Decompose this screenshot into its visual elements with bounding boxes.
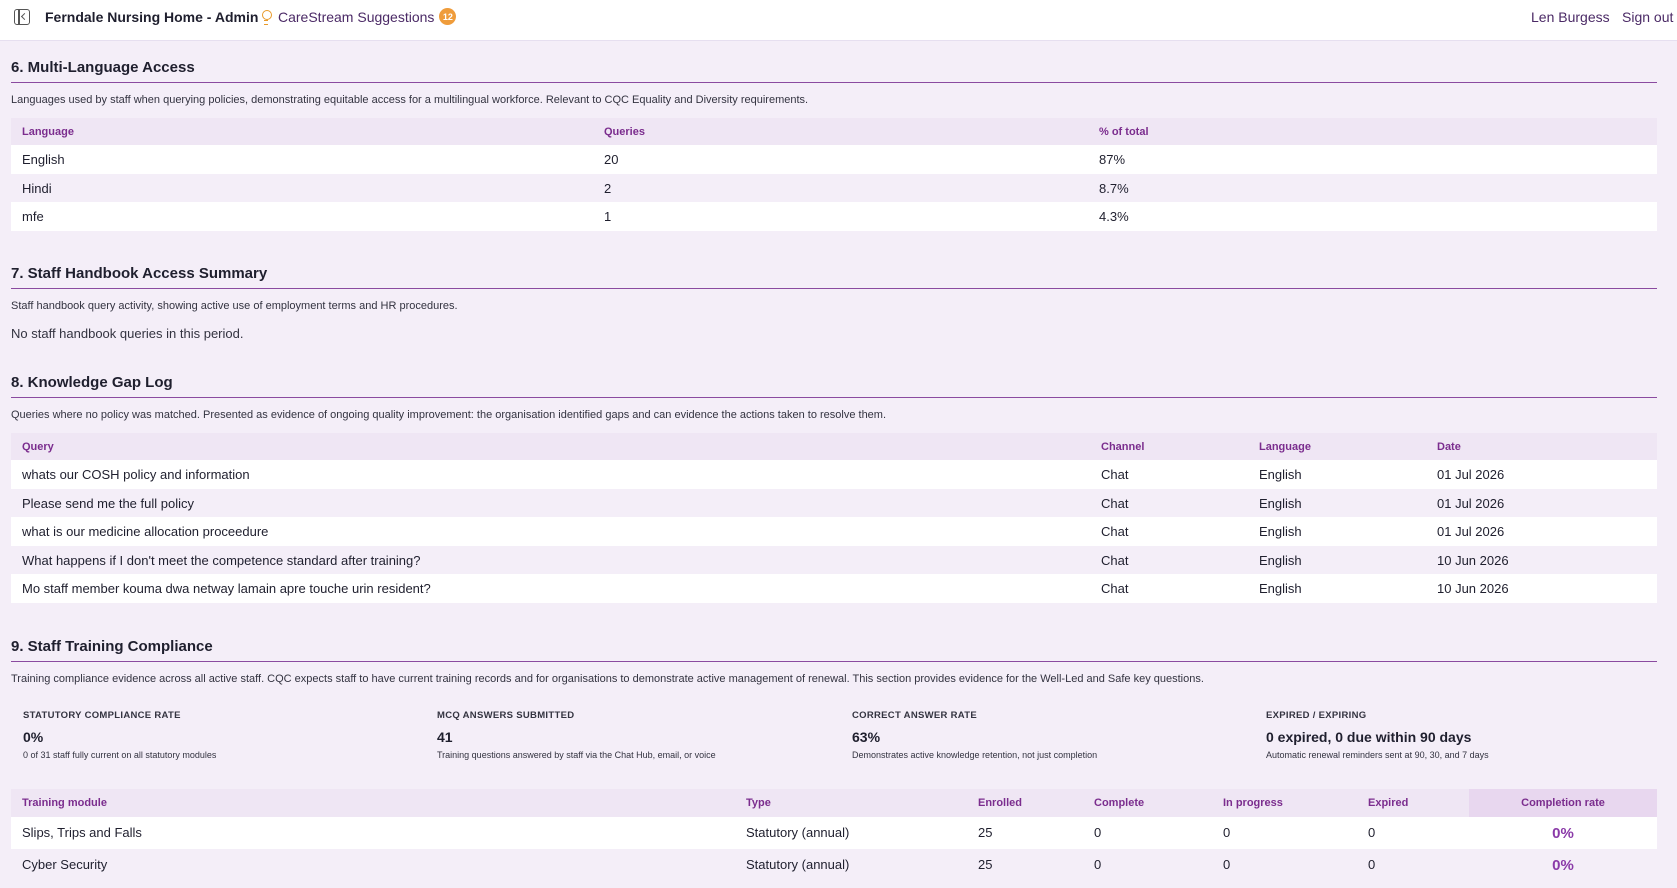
stat-label: EXPIRED / EXPIRING	[1266, 710, 1367, 721]
table-header	[11, 118, 1657, 145]
column-header-type[interactable]: Type	[746, 797, 771, 809]
stat-label: STATUTORY COMPLIANCE RATE	[23, 710, 181, 721]
cell-channel: Chat	[1101, 581, 1129, 596]
cell-language: mfe	[22, 209, 44, 224]
column-header-channel[interactable]: Channel	[1101, 441, 1145, 453]
cell-date: 01 Jul 2026	[1437, 495, 1505, 511]
cell-completion-rate: 0%	[1552, 825, 1574, 842]
cell-complete: 0	[1094, 857, 1102, 872]
stat-card	[1266, 710, 1489, 760]
cell-queries: 2	[604, 180, 612, 196]
stat-note: Demonstrates active knowledge retention, not just completion	[852, 750, 1098, 760]
table-row	[11, 546, 1657, 575]
carestream-suggestions-button[interactable]	[261, 8, 456, 25]
cell-percent: 87%	[1099, 152, 1126, 167]
section-divider	[11, 82, 1657, 83]
cell-training-module: Slips, Trips and Falls	[22, 825, 142, 840]
section-title-staff-handbook: 7. Staff Handbook Access Summary	[11, 265, 268, 282]
section-description: Staff handbook query activity, showing active use of employment terms and HR procedures.	[11, 300, 458, 312]
stat-value: 63%	[852, 729, 881, 745]
section-description: Queries where no policy was matched. Presented as evidence of ongoing quality improvement: the organisation identified gaps and can evidence the actions taken to resolve them.	[11, 409, 887, 421]
stat-note: 0 of 31 staff fully current on all statutory modules	[23, 750, 217, 760]
cell-queries: 1	[604, 209, 612, 224]
column-header-training-module[interactable]: Training module	[22, 797, 107, 809]
cell-language: English	[22, 152, 65, 167]
column-header-percent[interactable]: % of total	[1099, 126, 1149, 138]
cell-queries: 20	[604, 152, 619, 167]
table-row	[11, 174, 1657, 203]
stat-card	[23, 710, 216, 760]
table-row	[11, 574, 1657, 603]
column-header-complete[interactable]: Complete	[1094, 797, 1145, 809]
cell-query: what is our medicine allocation proceedure	[22, 524, 269, 539]
stat-value: 41	[437, 729, 453, 745]
table-row	[11, 145, 1657, 174]
cell-percent: 8.7%	[1099, 180, 1129, 196]
section-divider	[11, 661, 1657, 662]
table-row	[11, 817, 1657, 849]
sidebar-toggle-icon[interactable]	[14, 9, 30, 25]
cell-query: whats our COSH policy and information	[22, 467, 250, 482]
stat-value: 0 expired, 0 due within 90 days	[1266, 729, 1472, 745]
cell-language: English	[1259, 467, 1302, 482]
sign-out-link[interactable]: Sign out	[1622, 9, 1674, 25]
table-header	[11, 433, 1657, 460]
section-title-training-compliance: 9. Staff Training Compliance	[11, 638, 213, 655]
cell-query: Please send me the full policy	[22, 495, 194, 511]
section-title-multi-language: 6. Multi-Language Access	[11, 59, 195, 76]
app-title: Ferndale Nursing Home - Admin	[45, 9, 259, 25]
cell-expired: 0	[1368, 857, 1376, 872]
cell-language: English	[1259, 552, 1302, 568]
section-description: Languages used by staff when querying policies, demonstrating equitable access for a multilingual workforce. Relevant to CQC Equality and Diversity requirements.	[11, 94, 809, 106]
table-row	[11, 202, 1657, 231]
column-header-enrolled[interactable]: Enrolled	[978, 797, 1023, 809]
empty-state-message: No staff handbook queries in this period.	[11, 326, 244, 341]
cell-type: Statutory (annual)	[746, 857, 850, 872]
column-header-queries[interactable]: Queries	[604, 126, 645, 138]
cell-channel: Chat	[1101, 552, 1129, 568]
table-header	[11, 789, 1657, 817]
cell-channel: Chat	[1101, 495, 1129, 511]
column-header-completion-rate[interactable]: Completion rate	[1521, 797, 1605, 809]
column-header-language[interactable]: Language	[1259, 441, 1311, 453]
user-name-link[interactable]: Len Burgess	[1531, 9, 1610, 25]
table-row	[11, 849, 1657, 881]
stat-value: 0%	[23, 729, 44, 745]
table-row	[11, 460, 1657, 489]
cell-training-module: Cyber Security	[22, 857, 108, 872]
cell-date: 10 Jun 2026	[1437, 552, 1509, 568]
cell-enrolled: 25	[978, 825, 993, 840]
cell-channel: Chat	[1101, 467, 1129, 482]
table-row	[11, 489, 1657, 518]
stat-card	[852, 710, 1097, 760]
lightbulb-icon	[261, 10, 271, 24]
section-title-knowledge-gap: 8. Knowledge Gap Log	[11, 374, 173, 391]
section-divider	[11, 397, 1657, 398]
section-description: Training compliance evidence across all active staff. CQC expects staff to have current training records and for organisations to demonstrate active management of renewal. This section provides evidence for the Well-Led and Safe key questions.	[11, 673, 1204, 685]
stat-card	[437, 710, 716, 760]
top-bar	[0, 0, 1677, 41]
cell-date: 10 Jun 2026	[1437, 581, 1509, 596]
cell-language: Hindi	[22, 180, 52, 196]
column-header-in-progress[interactable]: In progress	[1223, 797, 1283, 809]
cell-channel: Chat	[1101, 524, 1129, 539]
training-module-table	[11, 789, 1657, 881]
cell-percent: 4.3%	[1099, 209, 1129, 224]
cell-language: English	[1259, 524, 1302, 539]
cell-in-progress: 0	[1223, 857, 1231, 872]
stat-label: MCQ ANSWERS SUBMITTED	[437, 710, 575, 721]
cell-date: 01 Jul 2026	[1437, 524, 1505, 539]
section-divider	[11, 288, 1657, 289]
cell-query: What happens if I don't meet the competence standard after training?	[22, 552, 421, 568]
cell-type: Statutory (annual)	[746, 825, 850, 840]
cell-in-progress: 0	[1223, 825, 1231, 840]
cell-complete: 0	[1094, 825, 1102, 840]
column-header-language[interactable]: Language	[22, 126, 74, 138]
cell-language: English	[1259, 495, 1302, 511]
cell-language: English	[1259, 581, 1302, 596]
cell-query: Mo staff member kouma dwa netway lamain apre touche urin resident?	[22, 581, 431, 596]
stat-note: Automatic renewal reminders sent at 90, 30, and 7 days	[1266, 750, 1489, 760]
suggestions-count-badge: 12	[439, 8, 456, 25]
table-row	[11, 517, 1657, 546]
stat-label: CORRECT ANSWER RATE	[852, 710, 977, 721]
cell-expired: 0	[1368, 825, 1376, 840]
cell-completion-rate: 0%	[1552, 857, 1574, 874]
column-header-expired[interactable]: Expired	[1368, 797, 1409, 809]
cell-date: 01 Jul 2026	[1437, 467, 1505, 482]
language-table	[11, 118, 1657, 231]
cell-enrolled: 25	[978, 857, 993, 872]
knowledge-gap-table	[11, 433, 1657, 603]
training-stats	[11, 700, 1657, 770]
column-header-date[interactable]: Date	[1437, 441, 1461, 453]
stat-note: Training questions answered by staff via the Chat Hub, email, or voice	[437, 750, 716, 760]
column-header-query[interactable]: Query	[22, 441, 54, 453]
suggestions-label: CareStream Suggestions	[278, 8, 435, 25]
